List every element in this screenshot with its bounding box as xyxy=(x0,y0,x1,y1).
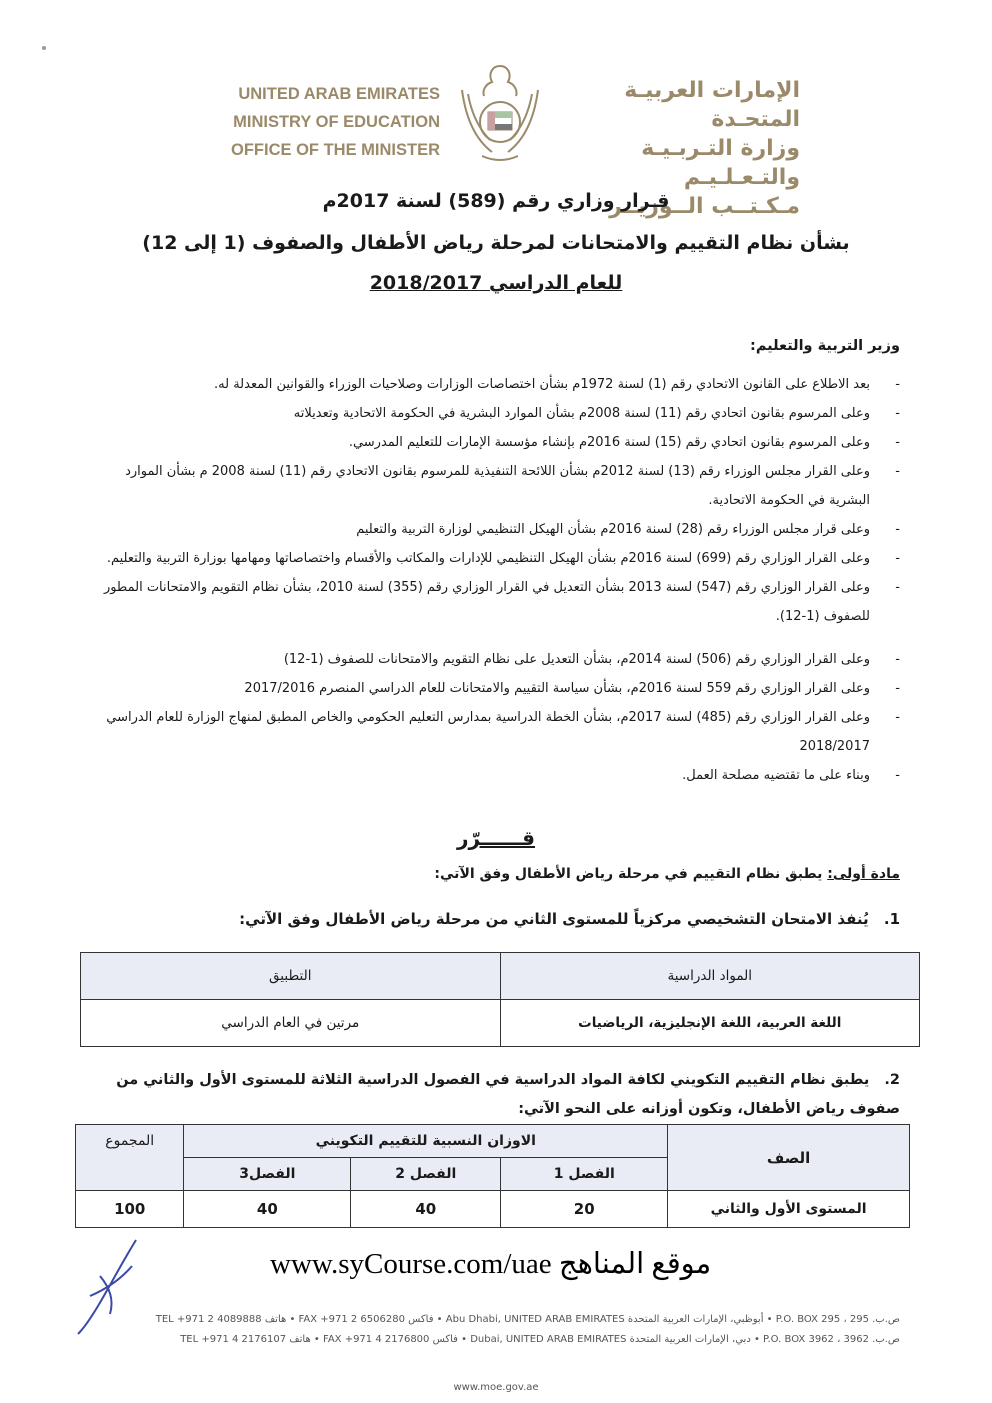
weights-header: الاوزان النسبية للتقييم التكويني xyxy=(184,1125,668,1158)
decision-heading: قــــــرّر xyxy=(456,826,536,850)
diagnostic-exam-table xyxy=(80,952,920,1047)
table-header-cell: المواد الدراسية xyxy=(500,953,920,1000)
minister-label: وزير التربية والتعليم: xyxy=(750,338,900,354)
recital-item: - وبناء على ما تقتضيه مصلحة العمل. xyxy=(682,768,900,783)
item2-text: يطبق نظام التقييم التكويني لكافة المواد الدراسية في الفصول الدراسية الثلاثة للمستوى الأول والثاني من صفوف رياض الأطفال، وتكون أوزانه على النحو الآتي: xyxy=(116,1072,900,1117)
table-cell: مرتين في العام الدراسي xyxy=(81,1000,501,1047)
term-header: الفصل 2 xyxy=(351,1158,501,1191)
term-value: 20 xyxy=(501,1191,668,1228)
table-row xyxy=(76,1191,910,1228)
recital-item: - بعد الاطلاع على القانون الاتحادي رقم (1) لسنة 1972م بشأن اختصاصات الوزارات وصلاحيات الوزراء والقوانين المعدلة له. xyxy=(214,377,900,392)
table-row xyxy=(81,1000,920,1047)
header-ar-ministry: وزارة التـربـيـة والتـعـلـيـم xyxy=(641,136,800,190)
header-ar-country: الإمارات العربيـة المتحـدة xyxy=(624,78,800,132)
table-header-row xyxy=(81,953,920,1000)
header-en-office: OFFICE OF THE MINISTER xyxy=(231,141,440,159)
footer-contact-abudhabi: ص.ب. 295 ، P.O. BOX 295 • أبوظبي، الإمارات العربية المتحدة Abu Dhabi, UNITED ARAB EMIRATES • فاكس FAX +971 2 6506280 • هاتف TEL +971 2 4089888 xyxy=(155,1314,900,1325)
recital-item: - وعلى المرسوم بقانون اتحادي رقم (11) لسنة 2008م بشأن الموارد البشرية في الحكومة الاتحادية وتعديلاته xyxy=(293,406,900,421)
item1-number: 1. xyxy=(883,910,900,928)
table-cell: اللغة العربية، اللغة الإنجليزية، الرياضيات xyxy=(500,1000,920,1047)
recital-item: - وعلى القرار الوزاري رقم (547) لسنة 2013 بشأن التعديل في القرار الوزاري رقم (355) لسنة 2010، بشأن نظام التقويم والامتحانات المطور للصفوف (1-12). xyxy=(103,580,900,624)
item2-number: 2. xyxy=(884,1072,900,1088)
term-header: الفصل 1 xyxy=(501,1158,668,1191)
header-en-country: UNITED ARAB EMIRATES xyxy=(238,85,440,103)
title-line1: قـرار وزاري رقم (589) لسنة 2017م xyxy=(322,190,670,212)
header-english xyxy=(200,80,440,164)
total-value: 100 xyxy=(76,1191,184,1228)
recital-item: - وعلى القرار الوزاري رقم (485) لسنة 2017م، بشأن الخطة الدراسية بمدارس التعليم الحكومي والخاص المطبق لمنهاج الوزارة للعام الدراسي 2018/2017 xyxy=(106,710,900,754)
header-en-ministry: MINISTRY OF EDUCATION xyxy=(233,113,440,131)
recital-item: - وعلى المرسوم بقانون اتحادي رقم (15) لسنة 2016م بإنشاء مؤسسة الإمارات للتعليم المدرسي. xyxy=(348,435,900,450)
title-line2: بشأن نظام التقييم والامتحانات لمرحلة رياض الأطفال والصفوف (1 إلى 12) xyxy=(142,232,850,254)
recitals-list xyxy=(100,370,900,790)
item1 xyxy=(239,910,900,928)
recital-item: - وعلى القرار الوزاري رقم (506) لسنة 2014م، بشأن التعديل على نظام التقويم والامتحانات للصفوف (1-12) xyxy=(283,652,900,667)
article1 xyxy=(434,866,900,882)
header-ar-office: مـكـتــب الــوزيــر xyxy=(609,194,800,219)
term-value: 40 xyxy=(184,1191,351,1228)
footer-website[interactable]: www.moe.gov.ae xyxy=(453,1382,539,1393)
recital-item: - وعلى قرار مجلس الوزراء رقم (28) لسنة 2016م بشأن الهيكل التنظيمي لوزارة التربية والتعليم xyxy=(356,522,900,537)
formative-weights-table xyxy=(75,1124,910,1228)
footer-contact-dubai: ص.ب. 3962 ، P.O. BOX 3962 • دبي، الإمارات العربية المتحدة Dubai, UNITED ARAB EMIRATES • فاكس FAX +971 4 2176800 • هاتف TEL +971 4 2176107 xyxy=(180,1334,900,1345)
recital-item: - وعلى القرار مجلس الوزراء رقم (13) لسنة 2012م بشأن اللائحة التنفيذية للمرسوم بقانون الاتحادي رقم (11) لسنة 2008 م بشأن الموارد البشرية في الحكومة الاتحادية. xyxy=(125,464,900,508)
grade-cell: المستوى الأول والثاني xyxy=(668,1191,910,1228)
grade-header: الصف xyxy=(668,1125,910,1191)
total-header: المجموع xyxy=(76,1125,184,1191)
table-header-row xyxy=(76,1125,910,1158)
scan-dot xyxy=(40,44,48,52)
article1-text: يطبق نظام التقييم في مرحلة رياض الأطفال وفق الآتي: xyxy=(434,866,823,882)
uae-emblem-icon xyxy=(452,60,548,170)
article1-label: مادة أولى: xyxy=(827,866,900,882)
recital-item: - وعلى القرار الوزاري رقم 559 لسنة 2016م، بشأن سياسة التقييم والامتحانات للعام الدراسي المنصرم 2017/2016 xyxy=(244,681,900,696)
watermark-link[interactable]: www.syCourse.com/uae موقع المناهج xyxy=(270,1248,712,1280)
term-header: الفصل3 xyxy=(184,1158,351,1191)
title-line3: للعام الدراسي 2018/2017 xyxy=(369,272,623,294)
item2 xyxy=(90,1066,900,1124)
recital-item: - وعلى القرار الوزاري رقم (699) لسنة 2016م بشأن الهيكل التنظيمي للإدارات والمكاتب والأقسام واختصاصاتها ومهامها بوزارة التربية والتعليم. xyxy=(106,551,900,566)
table-header-cell: التطبيق xyxy=(81,953,501,1000)
item1-text: يُنفذ الامتحان التشخيصي مركزياً للمستوى الثاني من مرحلة رياض الأطفال وفق الآتي: xyxy=(239,910,869,928)
term-value: 40 xyxy=(351,1191,501,1228)
